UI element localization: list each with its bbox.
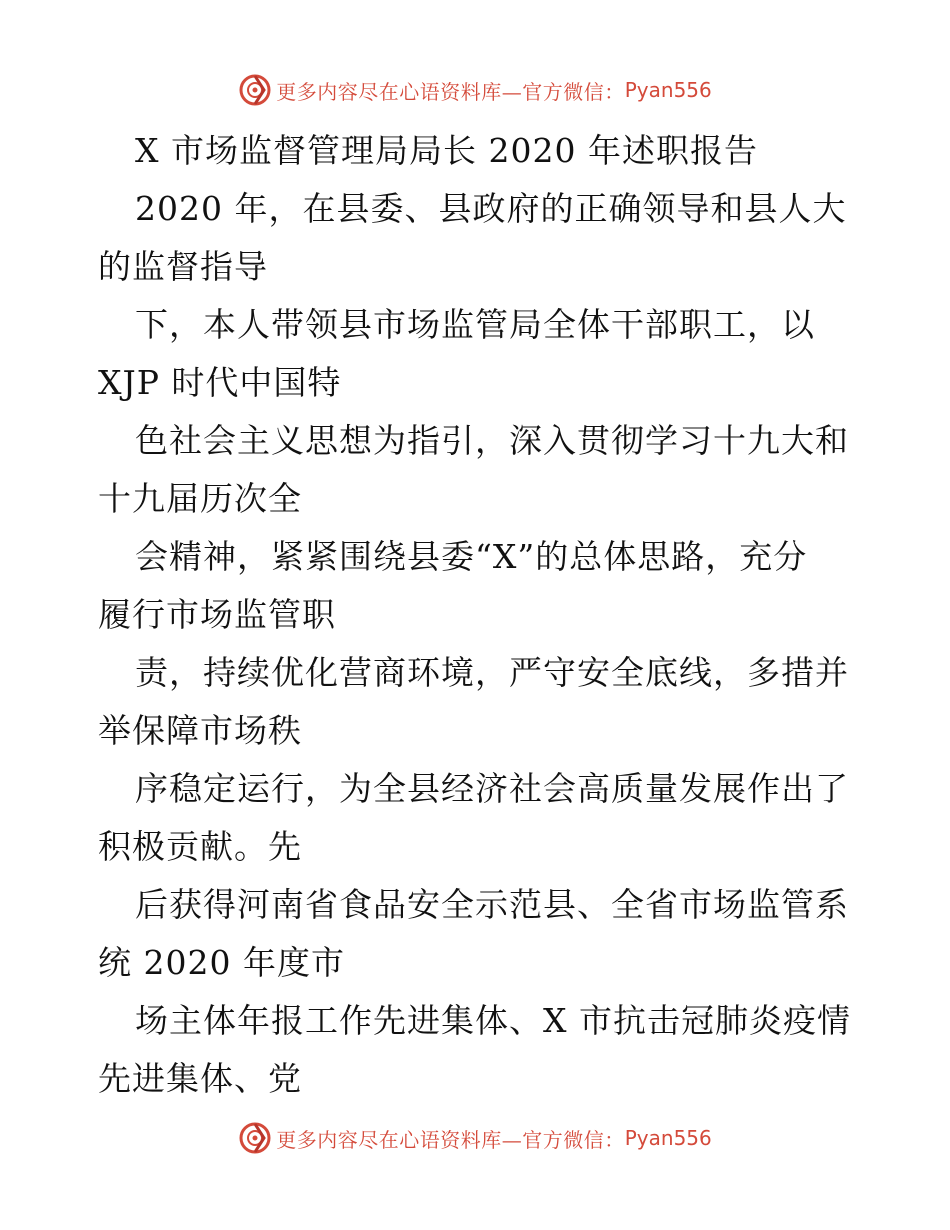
watermark-banner-top <box>0 70 950 110</box>
document-line: 先进集体、党 <box>98 1059 302 1098</box>
document-line: 会精神，紧紧围绕县委“X”的总体思路，充分 <box>135 537 808 576</box>
watermark-handle: Pyan556 <box>624 1126 712 1150</box>
document-line: 2020 年，在县委、县政府的正确领导和县人大 <box>135 189 847 228</box>
document-line: 积极贡献。先 <box>98 827 302 866</box>
watermark-text: 更多内容尽在心语资料库—官方微信： <box>276 1127 625 1152</box>
document-line: 色社会主义思想为指引，深入贯彻学习十九大和 <box>135 421 849 460</box>
logo-icon <box>238 1121 272 1155</box>
document-line: 的监督指导 <box>98 247 268 286</box>
document-line: 履行市场监管职 <box>98 595 336 634</box>
document-line: 统 2020 年度市 <box>98 943 345 982</box>
watermark-text: 更多内容尽在心语资料库—官方微信： <box>276 79 625 104</box>
document-line: 十九届历次全 <box>98 479 302 518</box>
watermark-banner-bottom <box>0 1118 950 1158</box>
document-line: 后获得河南省食品安全示范县、全省市场监管系 <box>135 885 849 924</box>
document-line: 场主体年报工作先进集体、X 市抗击冠肺炎疫情 <box>135 1001 851 1040</box>
document-line: 责，持续优化营商环境，严守安全底线，多措并 <box>135 653 849 692</box>
document-line: 序稳定运行，为全县经济社会高质量发展作出了 <box>135 769 849 808</box>
document-line: 下，本人带领县市场监管局全体干部职工，以 <box>135 305 815 344</box>
watermark-handle: Pyan556 <box>624 78 712 102</box>
logo-icon <box>238 73 272 107</box>
document-line: 举保障市场秩 <box>98 711 302 750</box>
document-line: XJP 时代中国特 <box>98 363 342 402</box>
document-line: X 市场监督管理局局长 2020 年述职报告 <box>135 131 758 170</box>
document-body <box>98 122 868 1108</box>
